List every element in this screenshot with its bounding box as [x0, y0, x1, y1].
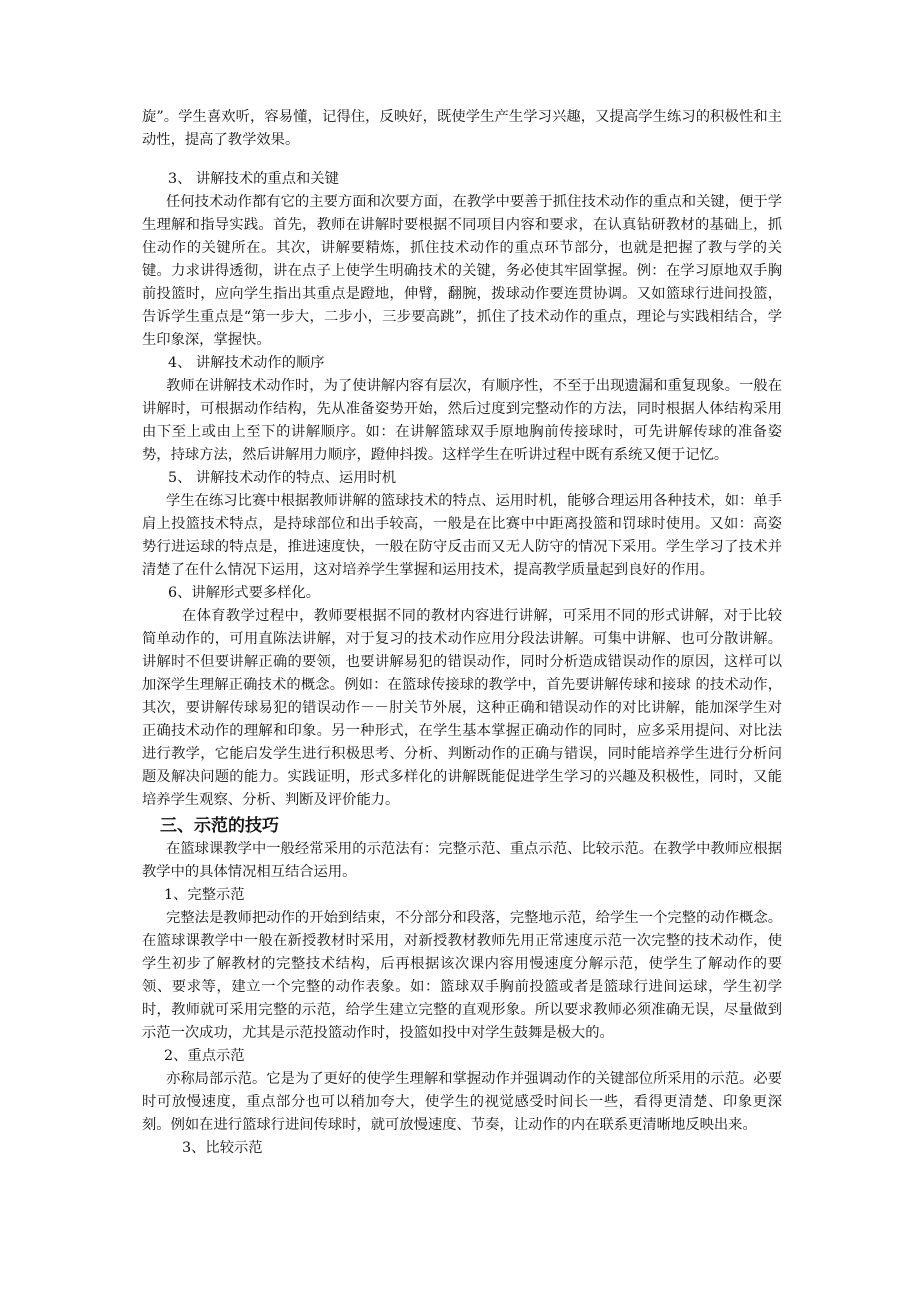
- paragraph-intro: 旋”。学生喜欢听，容易懂，记得住，反映好，既使学生产生学习兴趣，又提高学生练习的积极性和主动性，提高了教学效果。: [142, 109, 782, 148]
- heading-features: 5、 讲解技术动作的特点、运用时机: [168, 470, 397, 486]
- paragraph-gap: [142, 152, 782, 168]
- paragraph-demonstration-intro: 在篮球课教学中一般经常采用的示范法有：完整示范、重点示范、比较示范。在教学中教师应根据教学中的具体情况相互结合运用。: [142, 841, 782, 880]
- section-title-demonstration: 三、示范的技巧: [160, 816, 279, 836]
- document-body: [142, 106, 782, 1160]
- heading-key-demo: 2、重点示范: [164, 1048, 245, 1064]
- paragraph-key-demo: 亦称局部示范。它是为了更好的使学生理解和掌握动作并强调动作的关键部位所采用的示范。必要时可放慢速度，重点部分也可以稍加夸大，使学生的视觉感受时间长一些，看得更清楚、印象更深刻。例如在进行篮球行进间传球时，就可放慢速度、节奏，让动作的内在联系更清晰地反映出来。: [142, 1071, 782, 1133]
- paragraph-order: 教师在讲解技术动作时，为了使讲解内容有层次，有顺序性，不至于出现遗漏和重复现象。一般在讲解时，可根据动作结构，先从准备姿势开始，然后过度到完整动作的方法，同时根据人体结构采用由下至上或由上至下的讲解顺序。如：在讲解篮球双手原地胸前传接球时，可先讲解传球的准备姿势，持球方法，然后讲解用力顺序，蹬伸抖拨。这样学生在听讲过程中既有系统又便于记忆。: [142, 378, 782, 463]
- heading-key-points: 3、 讲解技术的重点和关键: [168, 171, 339, 187]
- paragraph-diverse-forms: 在体育教学过程中，教师要根据不同的教材内容进行讲解，可采用不同的形式讲解，对于比较简单动作的，可用直陈法讲解，对于复习的技术动作应用分段法讲解。可集中讲解、也可分散讲解。讲解时不但要讲解正确的要领，也要讲解易犯的错误动作，同时分析造成错误动作的原因，这样可以加深学生理解正确技术的概念。例如：在篮球传接球的教学中，首先要讲解传球和接球 的技术动作，其次，要讲解传球易犯的错误动作－－肘关节外展，这种正确和错误动作的对比讲解，能加深学生对正确技术动作的理解和印象。另一种形式，在学生基本掌握正确动作的同时，应多采用提问、对比法进行教学，它能启发学生进行积极思考、分析、判断动作的正确与错误，同时能培养学生进行分析问题及解决问题的能力。实践证明，形式多样化的讲解既能促进学生学习的兴趣及积极性，同时，又能培养学生观察、分析、判断及评价能力。: [142, 608, 782, 808]
- heading-complete-demo: 1、完整示范: [164, 887, 245, 903]
- heading-diverse-forms: 6、讲解形式要多样化。: [168, 585, 321, 601]
- paragraph-complete-demo: 完整法是教师把动作的开始到结束，不分部分和段落，完整地示范，给学生一个完整的动作概念。在篮球课教学中一般在新授教材时采用，对新授教材教师先用正常速度示范一次完整的技术动作，使学生初步了解教材的完整技术结构，后再根据该次课内容用慢速度分解示范，使学生了解动作的要领、要求等，建立一个完整的动作表象。如：篮球双手胸前投篮或者是篮球行进间运球，学生初学时，教师就可采用完整的示范，给学生建立完整的直观形象。所以要求教师必须准确无误，尽量做到示范一次成功，尤其是示范投篮动作时，投篮如投中对学生鼓舞是极大的。: [142, 910, 782, 1041]
- heading-compare-demo: 3、比较示范: [182, 1140, 263, 1156]
- paragraph-features: 学生在练习比赛中根据教师讲解的篮球技术的特点、运用时机，能够合理运用各种技术，如：单手肩上投篮技术特点，是持球部位和出手较高，一般是在比赛中中距离投篮和罚球时使用。又如：高姿势行进运球的特点是，推进速度快，一般在防守反击而又无人防守的情况下采用。学生学习了技术并清楚了在什么情况下运用，这对培养学生掌握和运用技术，提高教学质量起到良好的作用。: [142, 493, 782, 578]
- heading-order: 4、 讲解技术动作的顺序: [168, 355, 325, 371]
- paragraph-key-points: 任何技术动作都有它的主要方面和次要方面，在教学中要善于抓住技术动作的重点和关键，便于学生理解和指导实践。首先，教师在讲解时要根据不同项目内容和要求，在认真钻研教材的基础上，抓住动作的关键所在。其次，讲解要精炼，抓住技术动作的重点环节部分，也就是把握了教与学的关键。力求讲得透彻，讲在点子上使学生明确技术的关键，务必使其牢固掌握。例：在学习原地双手胸前投篮时，应向学生指出其重点是蹬地，伸臂，翻腕，拨球动作要连贯协调。又如篮球行进间投篮，告诉学生重点是“第一步大，二步小，三步要高跳”，抓住了技术动作的重点，理论与实践相结合，学生印象深，掌握快。: [142, 194, 782, 348]
